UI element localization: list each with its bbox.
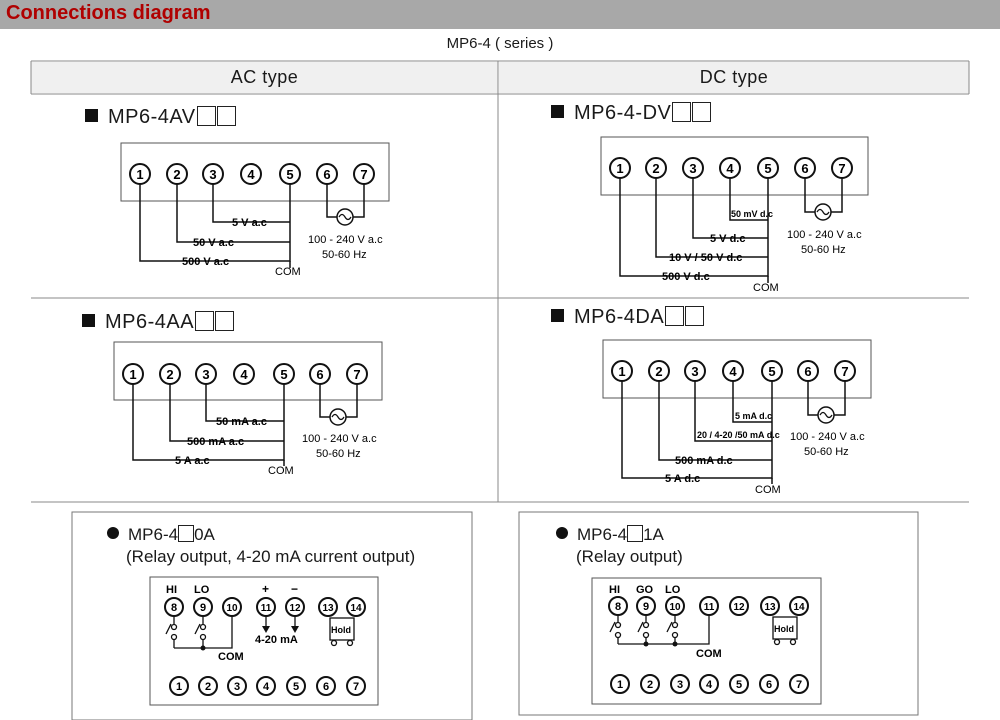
com-label: COM	[275, 266, 301, 278]
power-freq-label: 50-60 Hz	[801, 244, 846, 256]
terminal	[790, 675, 808, 693]
input-label: 500 mA a.c	[187, 436, 245, 448]
svg-text:5: 5	[764, 161, 772, 176]
svg-text:6: 6	[804, 364, 812, 379]
input-label: 50 V a.c	[193, 237, 234, 249]
input-label: 20 / 4-20 /50 mA d.c	[697, 430, 780, 440]
svg-text:12: 12	[733, 602, 745, 613]
model-label: MP6-4AA	[105, 311, 195, 333]
svg-text:7: 7	[841, 364, 849, 379]
com-label: COM	[268, 465, 294, 477]
terminal	[761, 597, 779, 615]
svg-text:8: 8	[170, 602, 178, 614]
svg-text:2: 2	[204, 681, 212, 693]
model-suffix: 1A	[643, 525, 664, 544]
model-label: MP6-4AV	[108, 106, 196, 128]
power-voltage-label: 100 - 240 V a.c	[790, 431, 865, 443]
svg-text:4: 4	[729, 364, 737, 379]
input-label: 5 V a.c	[232, 217, 267, 229]
svg-text:13: 13	[322, 603, 334, 614]
hi-label: HI	[166, 584, 177, 596]
svg-text:5: 5	[286, 167, 294, 182]
terminal	[666, 597, 684, 615]
com-label: COM	[753, 282, 779, 294]
lo-label: LO	[194, 584, 210, 596]
terminal	[609, 597, 627, 615]
svg-text:6: 6	[322, 681, 330, 693]
svg-text:7: 7	[795, 679, 803, 691]
terminal	[730, 597, 748, 615]
svg-text:3: 3	[202, 367, 210, 382]
svg-text:14: 14	[793, 602, 805, 613]
svg-text:11: 11	[703, 602, 715, 613]
svg-text:6: 6	[316, 367, 324, 382]
input-label: 50 mA a.c	[216, 416, 267, 428]
svg-text:12: 12	[289, 603, 301, 614]
hi-label: HI	[609, 584, 620, 596]
input-label: 500 V a.c	[182, 256, 230, 268]
input-label: 50 mV d.c	[731, 209, 774, 219]
svg-text:7: 7	[353, 367, 361, 382]
relay-a-subtitle: (Relay output, 4-20 mA current output)	[126, 547, 416, 566]
svg-text:6: 6	[801, 161, 809, 176]
svg-text:2: 2	[173, 167, 181, 182]
svg-text:9: 9	[199, 602, 207, 614]
model-label: MP6-4	[128, 525, 179, 544]
svg-text:14: 14	[350, 603, 362, 614]
svg-text:5: 5	[280, 367, 288, 382]
svg-text:6: 6	[765, 679, 773, 691]
terminal	[790, 597, 808, 615]
page-title: Connections diagram	[6, 2, 211, 24]
svg-text:1: 1	[616, 161, 624, 176]
svg-text:7: 7	[838, 161, 846, 176]
svg-text:2: 2	[646, 679, 654, 691]
terminal	[641, 675, 659, 693]
input-label: 5 A d.c	[665, 473, 701, 485]
model-suffix: 0A	[194, 525, 215, 544]
svg-text:10: 10	[669, 602, 681, 613]
go-label: GO	[636, 584, 654, 596]
input-label: 5 mA d.c	[735, 411, 773, 421]
svg-text:7: 7	[352, 681, 360, 693]
svg-text:1: 1	[136, 167, 144, 182]
svg-text:10: 10	[226, 603, 238, 614]
power-voltage-label: 100 - 240 V a.c	[787, 229, 862, 241]
terminal	[637, 597, 655, 615]
lo-label: LO	[665, 584, 681, 596]
svg-text:13: 13	[764, 602, 776, 613]
model-label: MP6-4-DV	[574, 102, 672, 124]
power-freq-label: 50-60 Hz	[316, 448, 361, 460]
svg-text:4: 4	[247, 167, 255, 182]
current-output-label: 4-20 mA	[255, 634, 298, 646]
power-voltage-label: 100 - 240 V a.c	[302, 433, 377, 445]
hold-label: Hold	[774, 624, 794, 634]
minus-label: −	[291, 582, 299, 596]
svg-text:2: 2	[652, 161, 660, 176]
terminal	[730, 675, 748, 693]
svg-text:8: 8	[614, 601, 622, 613]
svg-text:3: 3	[689, 161, 697, 176]
svg-text:4: 4	[705, 679, 713, 691]
svg-text:2: 2	[166, 367, 174, 382]
svg-text:3: 3	[209, 167, 217, 182]
model-label: MP6-4	[577, 525, 628, 544]
terminal	[760, 675, 778, 693]
svg-text:4: 4	[240, 367, 248, 382]
terminal	[700, 597, 718, 615]
svg-text:1: 1	[616, 679, 624, 691]
svg-text:4: 4	[726, 161, 734, 176]
terminal	[611, 675, 629, 693]
svg-text:3: 3	[691, 364, 699, 379]
svg-text:5: 5	[292, 681, 300, 693]
svg-text:1: 1	[175, 681, 183, 693]
power-freq-label: 50-60 Hz	[804, 446, 849, 458]
svg-text:1: 1	[618, 364, 626, 379]
input-label: 5 A a.c	[175, 455, 210, 467]
svg-text:5: 5	[768, 364, 776, 379]
input-label: 500 mA d.c	[675, 455, 733, 467]
svg-text:6: 6	[323, 167, 331, 182]
power-voltage-label: 100 - 240 V a.c	[308, 234, 383, 246]
svg-text:1: 1	[129, 367, 137, 382]
input-label: 5 V d.c	[710, 233, 746, 245]
plus-label: +	[262, 582, 270, 596]
series-title: MP6-4 ( series )	[446, 35, 554, 52]
com-label: COM	[755, 484, 781, 496]
svg-text:4: 4	[262, 681, 270, 693]
svg-text:3: 3	[233, 681, 241, 693]
svg-text:9: 9	[642, 601, 650, 613]
svg-text:3: 3	[676, 679, 684, 691]
dc-type-header: DC type	[499, 62, 969, 93]
com-label: COM	[218, 651, 244, 663]
input-label: 10 V / 50 V d.c	[669, 252, 743, 264]
terminal	[700, 675, 718, 693]
svg-text:7: 7	[360, 167, 368, 182]
svg-text:11: 11	[260, 603, 272, 614]
svg-text:2: 2	[655, 364, 663, 379]
hold-label: Hold	[331, 625, 351, 635]
ac-type-header: AC type	[31, 62, 498, 93]
terminal	[671, 675, 689, 693]
input-label: 500 V d.c	[662, 271, 710, 283]
relay-b-subtitle: (Relay output)	[576, 547, 683, 566]
svg-text:5: 5	[735, 679, 743, 691]
power-freq-label: 50-60 Hz	[322, 249, 367, 261]
model-label: MP6-4DA	[574, 306, 665, 328]
com-label: COM	[696, 648, 722, 660]
